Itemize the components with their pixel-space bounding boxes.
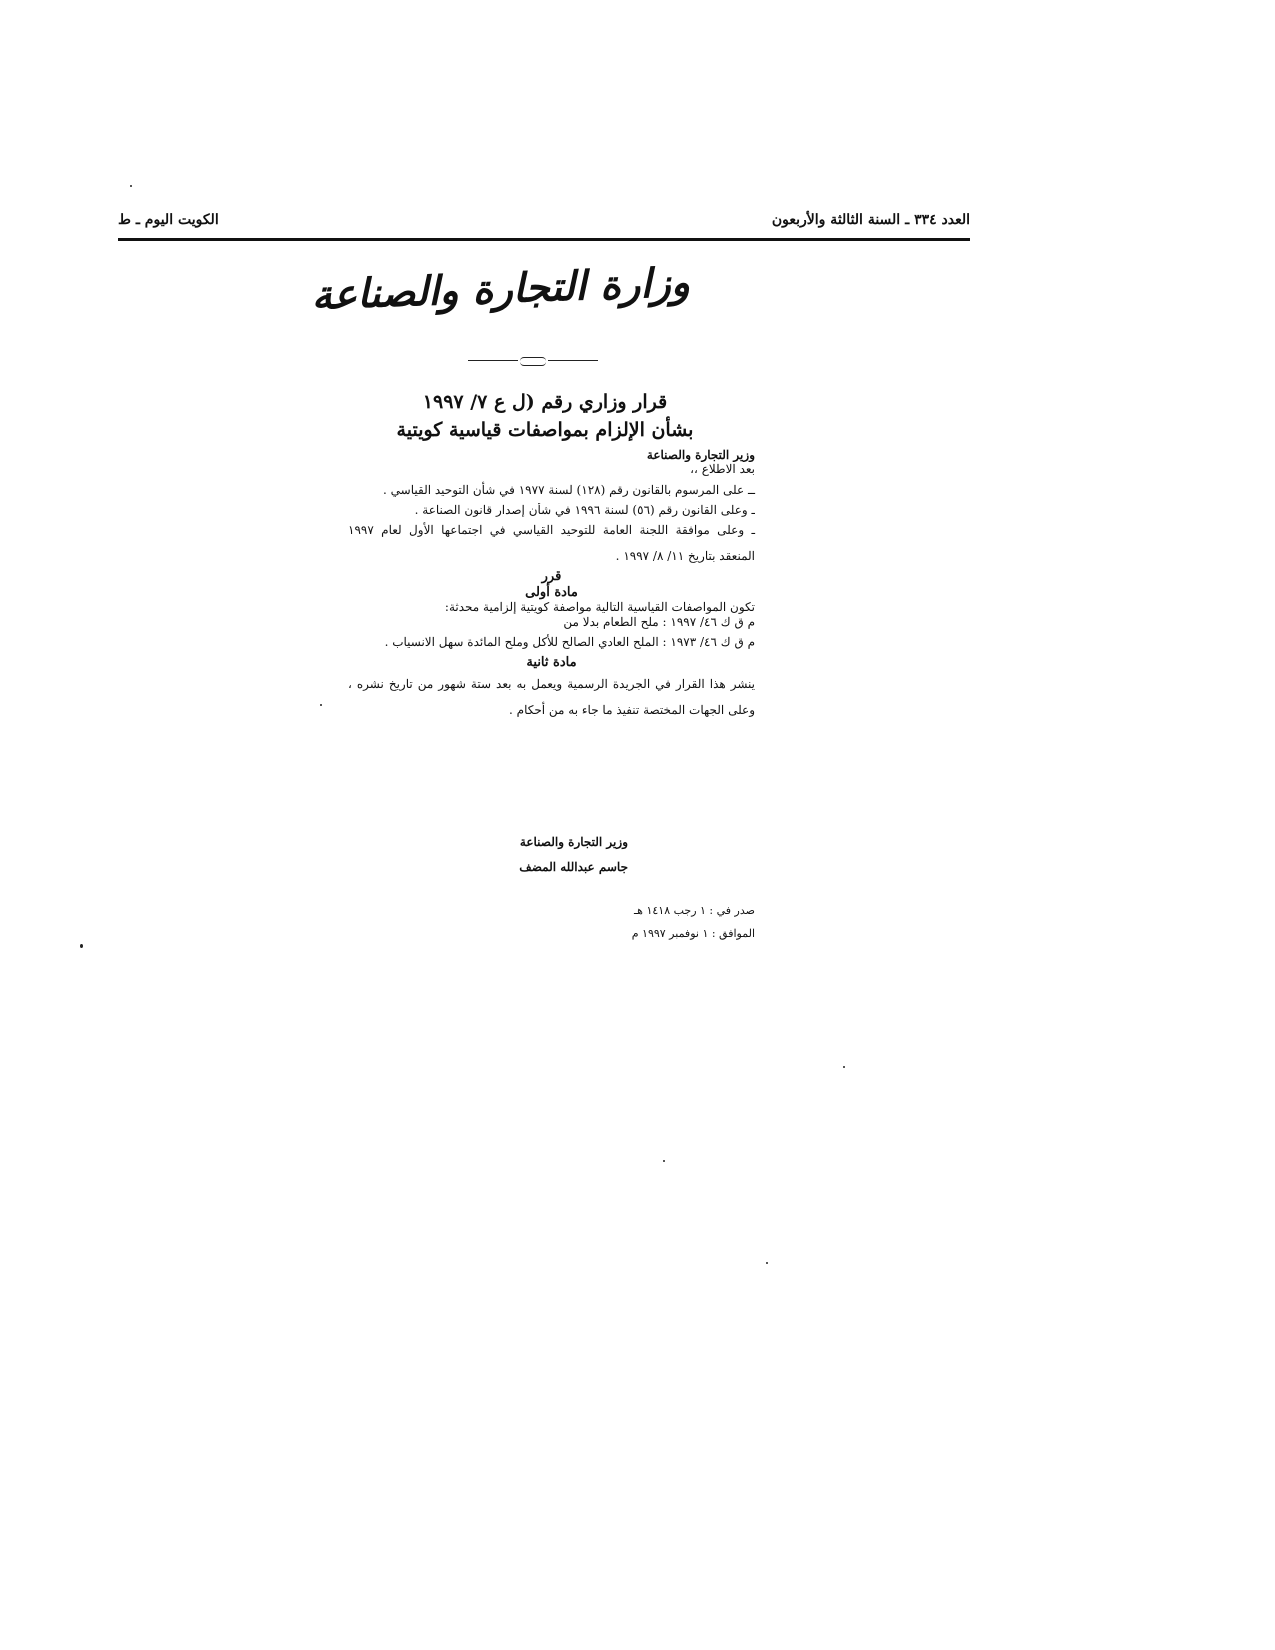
scan-speck — [663, 1160, 665, 1162]
scan-speck — [320, 704, 322, 706]
ministry-calligraphic-heading: وزارة التجارة والصناعة — [310, 258, 691, 319]
article-1-item-1: م ق ك ٤٦/ ١٩٩٧ : ملح الطعام بدلا من — [563, 614, 755, 629]
article-2-text: ينشر هذا القرار في الجريدة الرسمية ويعمل به بعد ستة شهور من تاريخ نشره ، وعلى الجهات المختصة تنفيذ ما جاء به من أحكام . — [348, 676, 755, 717]
decree-title: قرار وزاري رقم (ل ع ٧/ ١٩٩٧ — [422, 391, 668, 413]
header-rule — [118, 238, 970, 241]
after-review: بعد الاطلاع ،، — [690, 462, 755, 477]
recital-1: ــ على المرسوم بالقانون رقم (١٢٨) لسنة ١٩٧٧ في شأن التوحيد القياسي . — [383, 482, 755, 497]
decree-issuer: وزير التجارة والصناعة — [646, 448, 755, 462]
decided-heading: قرر — [541, 569, 562, 585]
header-publication-name: الكويت اليوم ـ ط — [118, 212, 219, 228]
scan-speck — [130, 185, 132, 187]
ornament-knot — [520, 357, 546, 366]
recital-3: ـ وعلى موافقة اللجنة العامة للتوحيد القياسي في اجتماعها الأول لعام ١٩٩٧ المنعقد بتاريخ ١١/ ٨/ ١٩٩٧ . — [348, 523, 755, 564]
issue-date-block — [604, 904, 755, 950]
ornament-line-right — [548, 360, 598, 361]
article-1-heading: مادة أولى — [525, 584, 578, 600]
ornament-line-left — [468, 360, 518, 361]
signature-name: جاسم عبدالله المضف — [519, 860, 628, 875]
decree-body — [348, 448, 755, 723]
scan-speck — [843, 1066, 845, 1068]
scan-speck — [766, 1262, 768, 1264]
signature-title: وزير التجارة والصناعة — [519, 835, 628, 849]
article-2-heading: مادة ثانية — [526, 655, 577, 671]
article-1-intro: تكون المواصفات القياسية التالية مواصفة كويتية إلزامية محدثة: — [444, 600, 755, 615]
decree-subtitle: بشأن الإلزام بمواصفات قياسية كويتية — [396, 419, 694, 441]
signature-block — [478, 835, 628, 886]
issue-date-hijri: صدر في : ١ رجب ١٤١٨ هـ — [633, 904, 755, 917]
article-1-item-2: م ق ك ٤٦/ ١٩٧٣ : الملح العادي الصالح للأكل وملح المائدة سهل الانسياب . — [384, 635, 755, 650]
ornament-divider — [468, 357, 598, 365]
header-issue-number: العدد ٣٣٤ ـ السنة الثالثة والأربعون — [771, 212, 970, 228]
running-header — [118, 212, 970, 246]
issue-date-gregorian: الموافق : ١ نوفمبر ١٩٩٧ م — [631, 927, 755, 941]
recital-2: ـ وعلى القانون رقم (٥٦) لسنة ١٩٩٦ في شأن إصدار قانون الصناعة . — [414, 502, 755, 517]
scan-speck — [80, 944, 83, 948]
